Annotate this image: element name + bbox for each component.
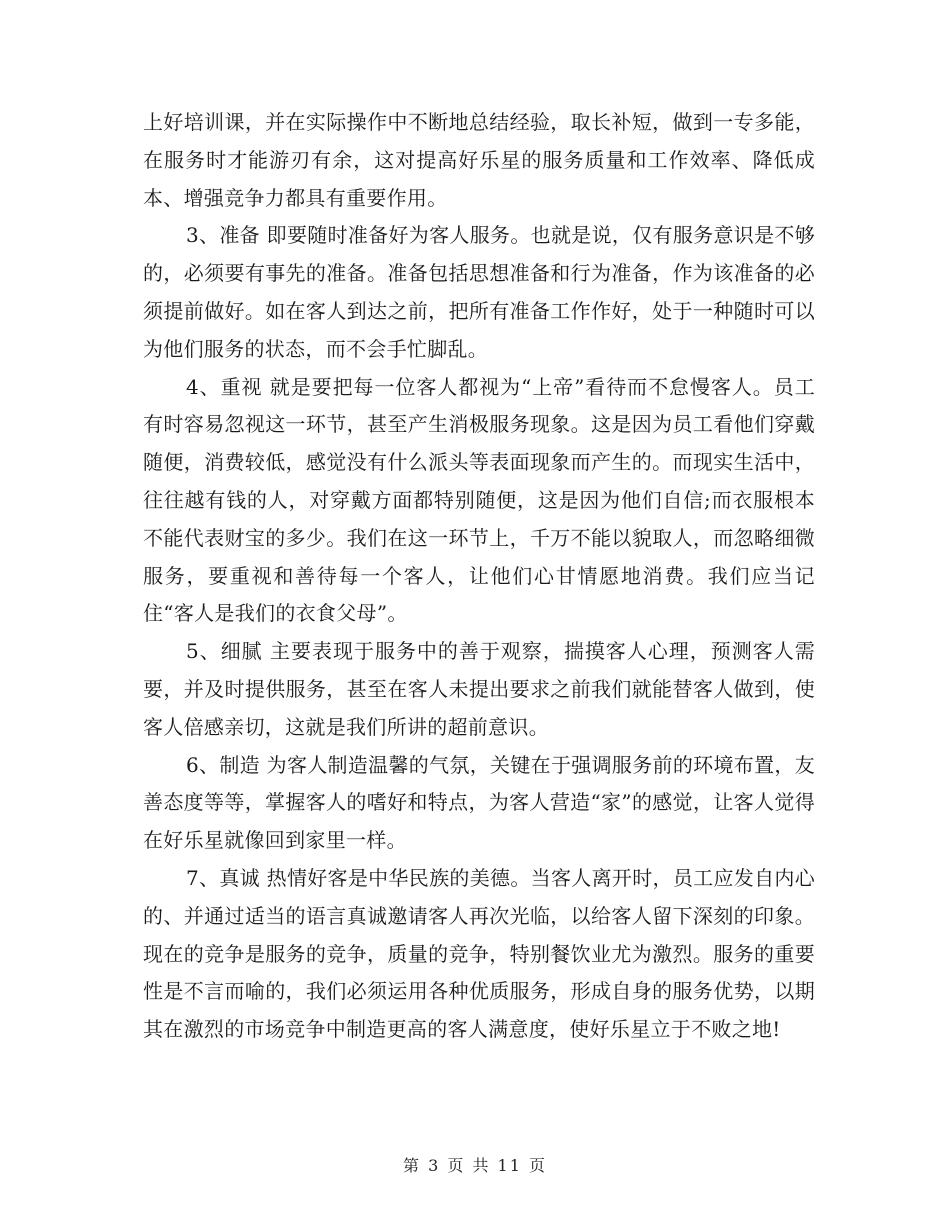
paragraph-5-meticulous: 5、细腻 主要表现于服务中的善于观察，揣摸客人心理，预测客人需要，并及时提供服务，甚至在客人未提出要求之前我们就能替客人做到，使客人倍感亲切，这就是我们所讲的超前意识。 <box>143 639 815 739</box>
paragraph-4-attention: 4、重视 就是要把每一位客人都视为“上帝”看待而不怠慢客人。员工有时容易忽视这一环节，甚至产生消极服务现象。这是因为员工看他们穿戴随便，消费较低，感觉没有什么派头等表面现象而产生的。而现实生活中，往往越有钱的人，对穿戴方面都特别随便，这是因为他们自信;而衣服根本不能代表财宝的多少。我们在这一环节上，千万不能以貌取人，而忽略细微服务，要重视和善待每一个客人，让他们心甘情愿地消费。我们应当记住“客人是我们的衣食父母”。 <box>143 374 815 626</box>
paragraph-3-preparation: 3、准备 即要随时准备好为客人服务。也就是说，仅有服务意识是不够的，必须要有事先的准备。准备包括思想准备和行为准备，作为该准备的必须提前做好。如在客人到达之前，把所有准备工作作好，处于一种随时可以为他们服务的状态，而不会手忙脚乱。 <box>143 223 815 361</box>
paragraph-7-sincerity: 7、真诚 热情好客是中华民族的美德。当客人离开时，员工应发自内心的、并通过适当的语言真诚邀请客人再次光临，以给客人留下深刻的印象。 现在的竞争是服务的竞争，质量的竞争，特别餐饮业尤为激烈。服务的重要性是不言而喻的，我们必须运用各种优质服务，形成自身的服务优势，以期其在激烈的市场竞争中制造更高的客人满意度，使好乐星立于不败之地! <box>143 865 815 1042</box>
paragraph-6-create: 6、制造 为客人制造温馨的气氛，关键在于强调服务前的环境布置，友善态度等等，掌握客人的嗜好和特点，为客人营造“家”的感觉，让客人觉得在好乐星就像回到家里一样。 <box>143 752 815 853</box>
document-body <box>143 104 815 1049</box>
page-number-footer: 第 3 页 共 11 页 <box>403 1156 547 1175</box>
paragraph-intro: 上好培训课，并在实际操作中不断地总结经验，取长补短，做到一专多能，在服务时才能游刃有余，这对提高好乐星的服务质量和工作效率、降低成本、增强竞争力都具有重要作用。 <box>143 110 815 210</box>
